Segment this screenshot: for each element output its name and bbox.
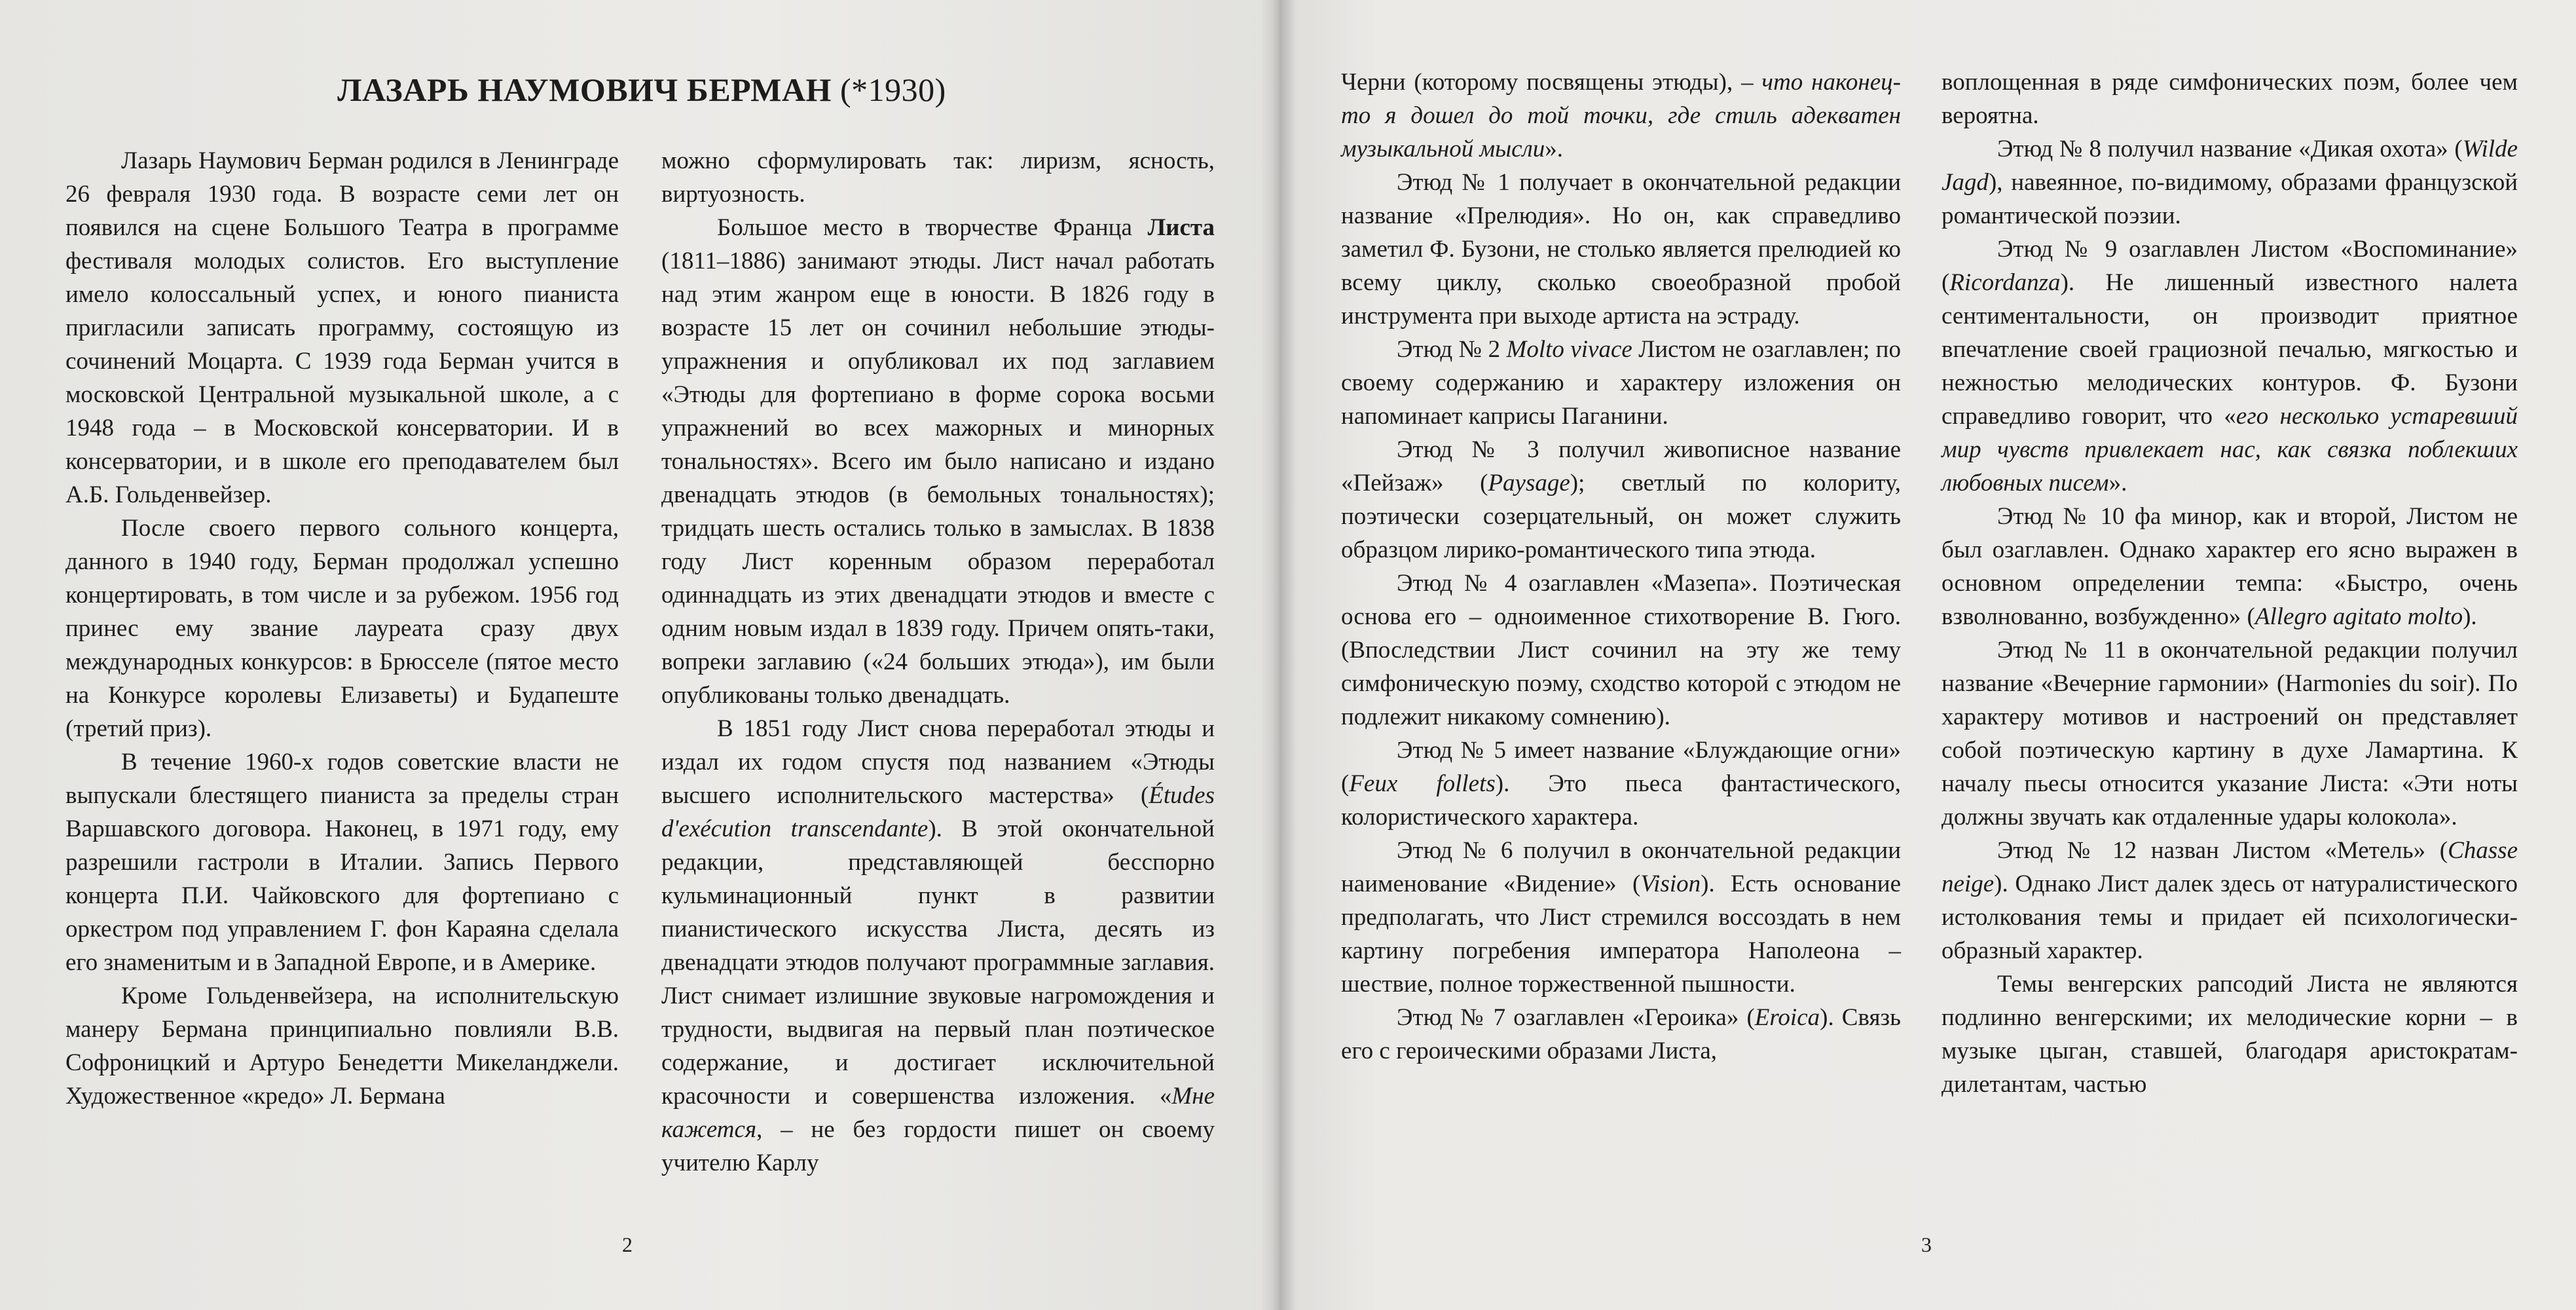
paragraph <box>661 712 1215 1180</box>
page-number-left: 2 <box>622 1233 633 1256</box>
italic-quote: что наконец-то я дошел до той точки, где стиль адекватен музыкальной мысли <box>1341 69 1901 162</box>
paragraph <box>1941 132 2518 233</box>
text: Этюд № 6 получил в окончательной редакции наименование «Видение» ( <box>1341 837 1901 897</box>
text: ). <box>2463 603 2477 630</box>
column-3 <box>1341 66 1901 1068</box>
italic-term: Eroica <box>1754 1004 1820 1031</box>
text: Черни (которому посвящены этюды), – <box>1341 69 1762 96</box>
italic-term: Allegro agitato molto <box>2254 603 2463 630</box>
paragraph <box>1341 66 1901 166</box>
text: Этюд № 10 фа минор, как и второй, Листом не был озаглавлен. Однако характер его ясно выражен в основном определении темпа: «Быстро, очень взволнованно, возбужденно» ( <box>1941 503 2518 630</box>
italic-quote: Мне кажется <box>661 1083 1215 1143</box>
italic-term: Molto vivace <box>1506 336 1632 363</box>
text: (1811–1886) занимают этюды. Лист начал работать над этим жанром еще в юности. В 1826 году в возрасте 15 лет он сочинил небольшие этюды-упражнения и опубликовал их под заглавием «Этюды для фортепиано в форме сорока восьми упражнений во всех мажорных и минорных тональностях». Всего им было написано и издано двенадцать этюдов (в бемольных тональностях); тридцать шесть остались только в замыслах. В 1838 году Лист коренным образом переработал одиннадцать из этих двенадцати этюдов и вместе с одним новым издал в 1839 году. Причем опять-таки, вопреки заглавию («24 больших этюда»), им были опубликованы только двенадцать. <box>661 248 1215 709</box>
paragraph: воплощенная в ряде симфонических поэм, более чем вероятна. <box>1941 69 2518 129</box>
page-gutter <box>1260 0 1297 1310</box>
text: ). Это пьеса фантастического, колористического характера. <box>1341 770 1901 831</box>
paragraph <box>1341 834 1901 1001</box>
text: ); светлый по колориту, поэтически созерцательный, он может служить образцом лирико-романтического типа этюда. <box>1341 470 1901 563</box>
paragraph: В течение 1960-х годов советские власти не выпускали блестящего пианиста за пределы стран Варшавского договора. Наконец, в 1971 году, ему разрешили гастроли в Италии. Запись Первого концерта П.И. Чайковского для фортепиано с оркестром под управлением Г. фон Караяна сделала его знаменитым и в Западной Европе, и в Америке. <box>65 749 619 976</box>
text: Этюд № 5 имеет название «Блуждающие огни» ( <box>1341 737 1901 797</box>
text: Этюд № 12 назван Листом «Метель» ( <box>1997 837 2448 864</box>
text: ). Однако Лист далек здесь от натуралистического истолкования темы и придает ей психологически-образный характер. <box>1941 870 2518 964</box>
paragraph <box>1341 433 1901 567</box>
italic-term: Wilde Jagd <box>1941 136 2518 196</box>
text: , – не без гордости пишет он своему учителю Карлу <box>661 1116 1215 1176</box>
paragraph <box>1341 333 1901 433</box>
paragraph: Этюд № 1 получает в окончательной редакции название «Прелюдия». Но он, как справедливо заметил Ф. Бузони, не столько является прелюдией ко всему циклу, сколько своеобразной пробой инструмента при выходе артиста на эстраду. <box>1341 169 1901 329</box>
text: В 1851 году Лист снова переработал этюды и издал их годом спустя под названием «Этюды высшего исполнительского мастерства» ( <box>661 715 1215 809</box>
italic-term: Chasse neige <box>1941 837 2518 897</box>
text: Этюд № 8 получил название «Дикая охота» ( <box>1997 136 2463 162</box>
text: Этюд № 3 получил живописное название «Пейзаж» ( <box>1341 436 1901 496</box>
column-2 <box>661 144 1215 1180</box>
text: Большое место в творчестве Франца <box>717 214 1148 241</box>
title-name: ЛАЗАРЬ НАУМОВИЧ БЕРМАН <box>337 71 832 108</box>
paragraph <box>1941 233 2518 500</box>
text: ». <box>2108 470 2127 496</box>
paragraph: Лазарь Наумович Берман родился в Ленинграде 26 февраля 1930 года. В возрасте семи лет он появился на сцене Большого Театра в программе фестиваля молодых солистов. Его выступление имело колоссальный успех, и юного пианиста пригласили записать программу, состоящую из сочинений Моцарта. С 1939 года Берман учится в московской Центральной музыкальной школе, а с 1948 года – в Московской консерватории. И в консерватории, и в школе его преподавателем был А.Б. Гольденвейзер. <box>65 147 619 508</box>
paragraph <box>1941 500 2518 633</box>
text: Листом не озаглавлен; по своему содержанию и характеру изложения он напоминает каприсы Паганини. <box>1341 336 1901 430</box>
text: ). В этой окончательной редакции, представляющей бесспорно кульминационный пункт в развитии пианистического искусства Листа, десять из двенадцати этюдов получают программные заглавия. Лист снимает излишние звуковые нагромождения и трудности, выдвигая на первый план поэтическое содержание, и достигает исключительной красочности и совершенства изложения. « <box>661 815 1215 1110</box>
paragraph: После своего первого сольного концерта, данного в 1940 году, Берман продолжал успешно концертировать, в том числе и за рубежом. 1956 год принес ему звание лауреата сразу двух международных конкурсов: в Брюсселе (пятое место на Конкурсе королевы Елизаветы) и Будапеште (третий приз). <box>65 515 619 742</box>
text: Этюд № 2 <box>1397 336 1507 363</box>
text: ), навеянное, по-видимому, образами французской романтической поэзии. <box>1941 169 2518 229</box>
page-title <box>65 71 1218 109</box>
title-year: (*1930) <box>839 71 946 108</box>
italic-term: Ricordanza <box>1949 269 2061 296</box>
italic-quote: его несколько устаревший мир чувств привлекает нас, как связка поблекших любовных писем <box>1941 403 2518 496</box>
italic-title: Études d'exécution transcendante <box>661 782 1215 842</box>
italic-term: Feux follets <box>1349 770 1496 797</box>
paragraph <box>1341 734 1901 834</box>
paragraph <box>1341 1001 1901 1068</box>
text: ». <box>1545 136 1563 162</box>
text: Этюд № 7 озаглавлен «Героика» ( <box>1397 1004 1755 1031</box>
paragraph <box>661 211 1215 712</box>
column-4 <box>1941 66 2518 1101</box>
column-1 <box>65 144 619 1113</box>
text: ). Есть основание предполагать, что Лист стремился воссоздать в нем картину погребения императора Наполеона – шествие, полное торжественной пышности. <box>1341 870 1901 998</box>
composer-name: Листа <box>1147 214 1215 241</box>
paragraph: Кроме Гольденвейзера, на исполнительскую манеру Бермана принципиально повлияли В.В. Софроницкий и Артуро Бенедетти Микеланджели. Художественное «кредо» Л. Бермана <box>65 982 619 1110</box>
text: Этюд № 9 озаглавлен Листом «Воспоминание» ( <box>1941 236 2518 296</box>
page-number-right: 3 <box>1921 1233 1932 1256</box>
text: ). Не лишенный известного налета сентиментальности, он производит приятное впечатление своей грациозной печалью, мягкостью и нежностью мелодических контуров. Ф. Бузони справедливо говорит, что « <box>1941 269 2518 430</box>
paragraph <box>1941 834 2518 967</box>
paragraph: Этюд № 4 озаглавлен «Мазепа». Поэтическая основа его – одноименное стихотворение В. Гюго. (Впоследствии Лист сочинил на эту же тему симфоническую поэму, сходство которой с этюдом не подлежит никакому сомнению). <box>1341 570 1901 730</box>
italic-term: Paysage <box>1488 470 1570 496</box>
paragraph: можно сформулировать так: лиризм, ясность, виртуозность. <box>661 147 1215 208</box>
italic-term: Vision <box>1640 870 1701 897</box>
paragraph: Этюд № 11 в окончательной редакции получил название «Вечерние гармонии» (Harmonies du soir). По характеру мотивов и настроений он представляет собой поэтическую картину в духе Ламартина. К началу пьесы относится указание Листа: «Эти ноты должны звучать как отдаленные удары колокола». <box>1941 637 2518 831</box>
text: ). Связь его с героическими образами Листа, <box>1341 1004 1901 1064</box>
paragraph: Темы венгерских рапсодий Листа не являются подлинно венгерскими; их мелодические корни – в музыке цыган, ставшей, благодаря аристократам-дилетантам, частью <box>1941 971 2518 1098</box>
